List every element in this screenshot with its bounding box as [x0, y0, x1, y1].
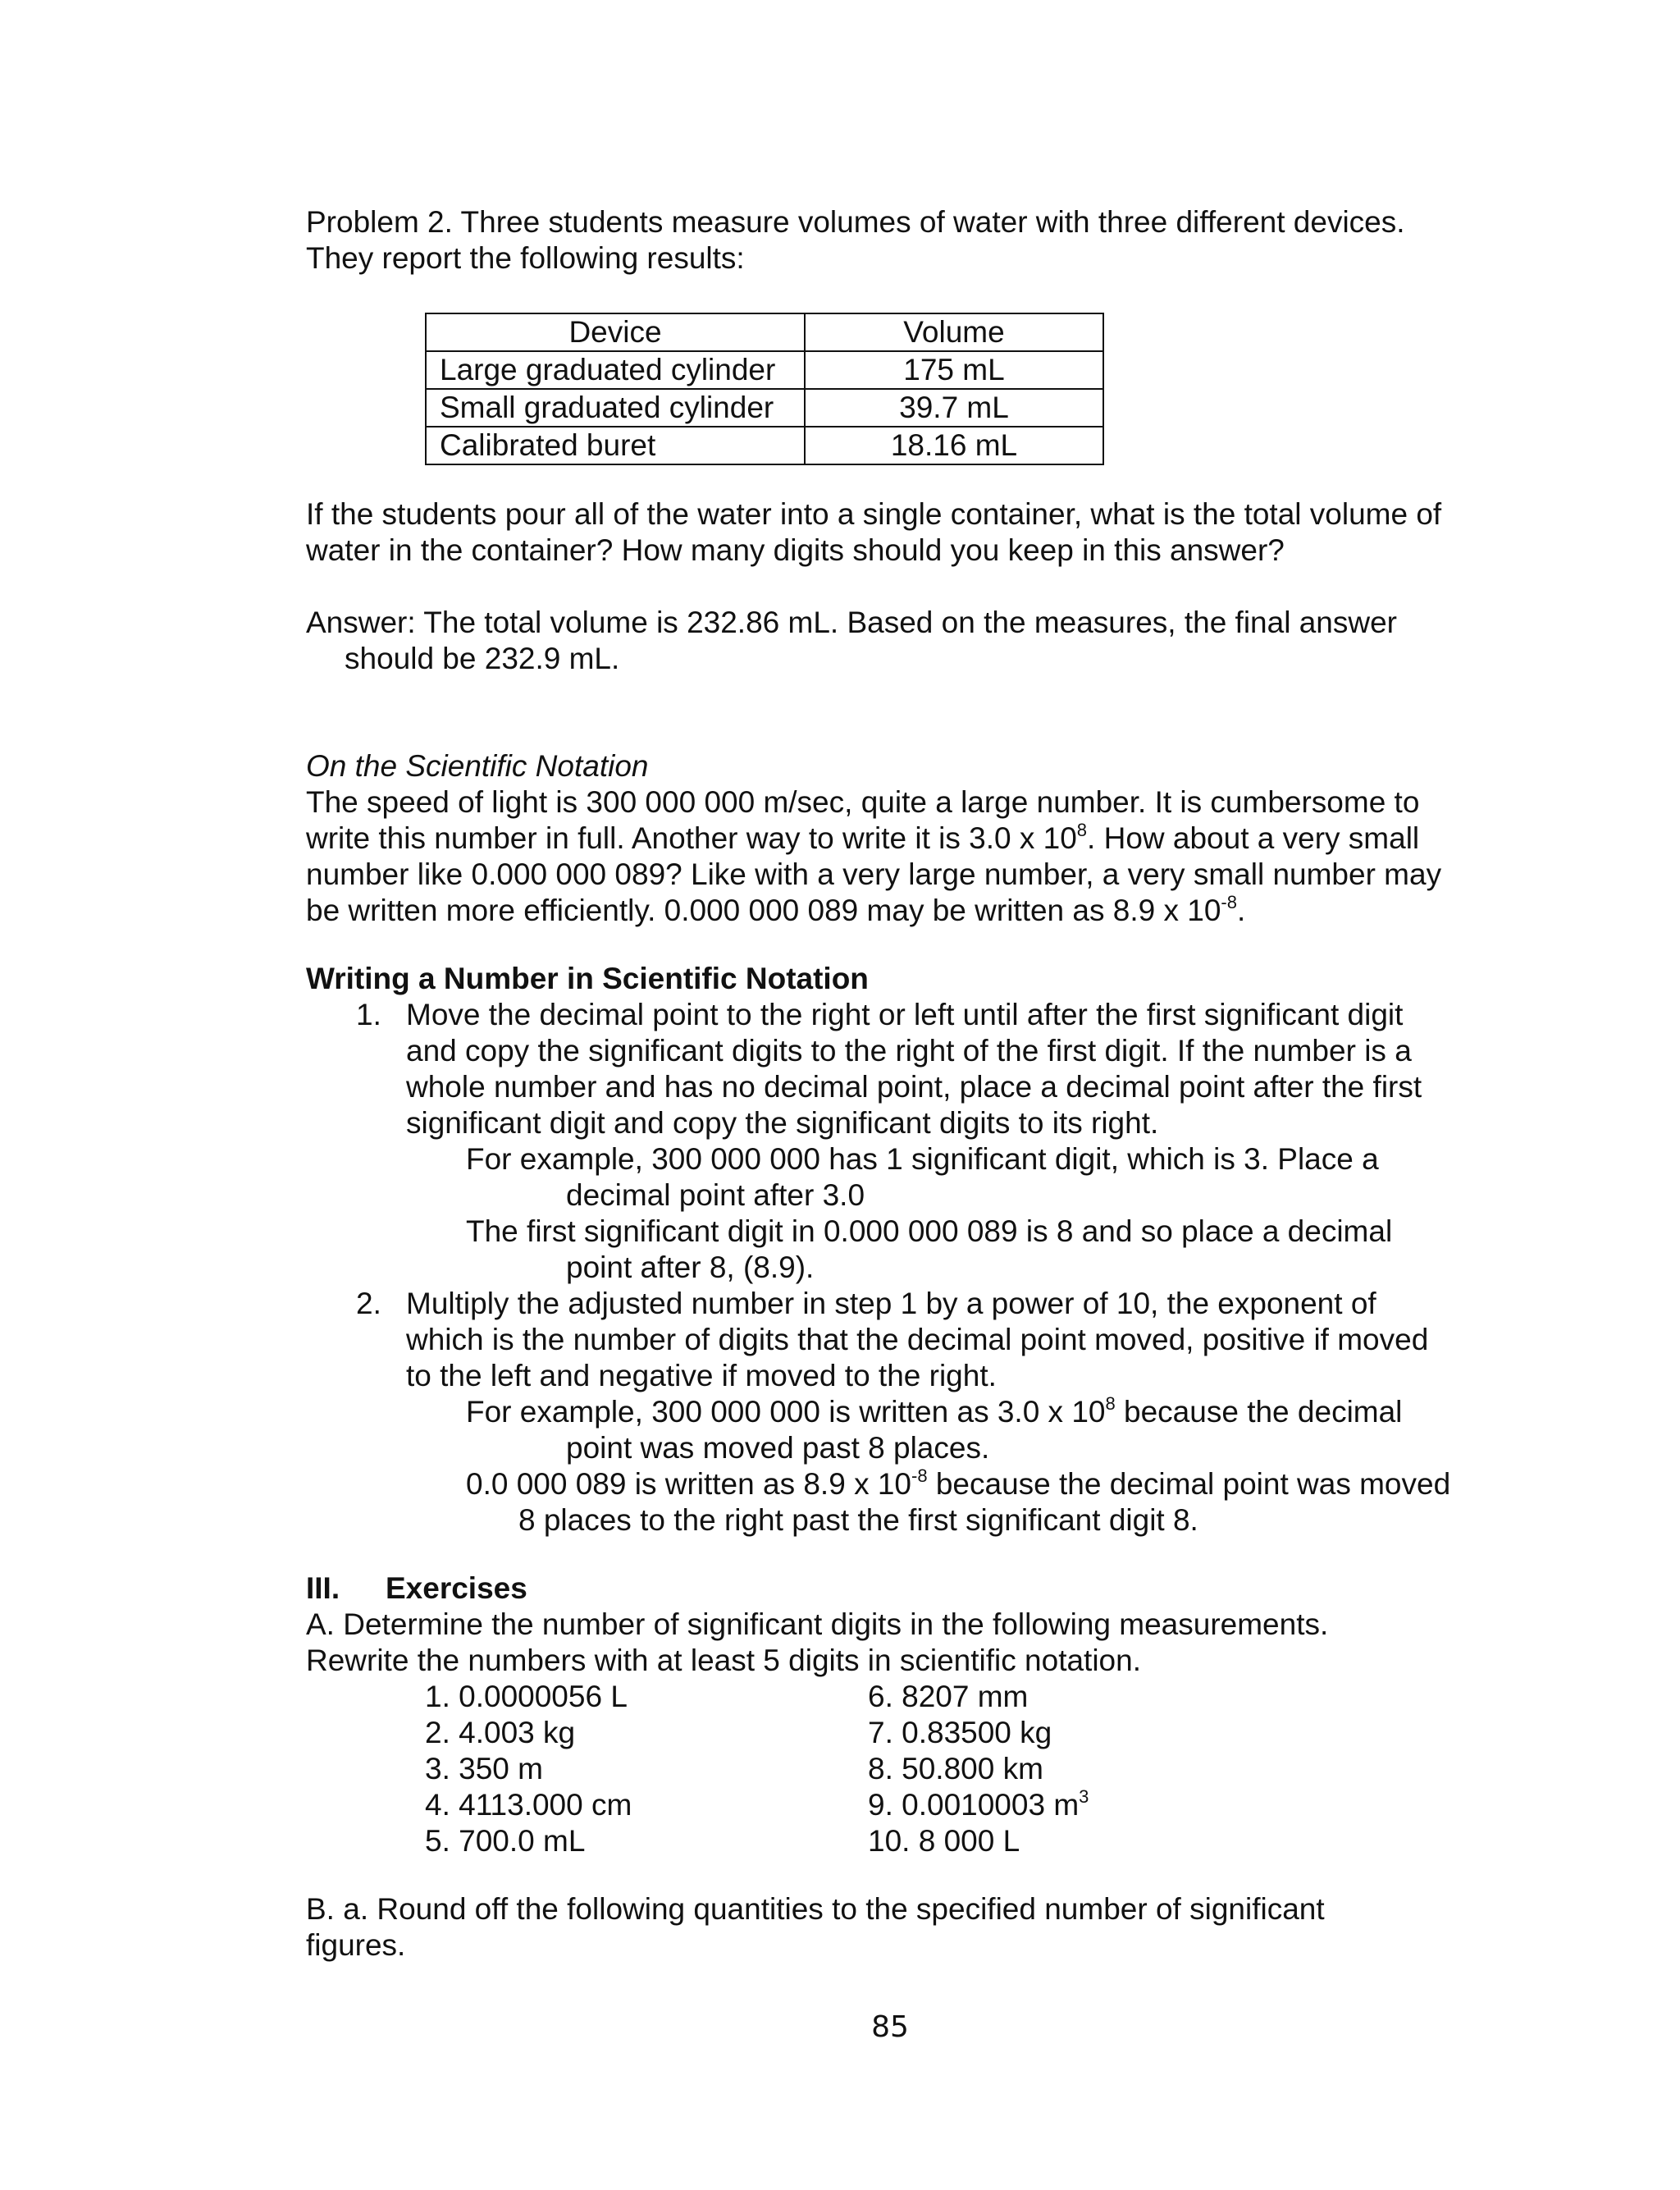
sci-text: write this number in full. Another way to write it is 3.0 x 10	[306, 821, 1077, 855]
sci-paragraph-line-4	[306, 893, 1245, 929]
table-cell-device: Small graduated cylinder	[426, 389, 805, 427]
list-item: 8. 50.800 km	[868, 1752, 1043, 1785]
list-item	[868, 1787, 1089, 1823]
example-4-line-2: 8 places to the right past the first significant digit 8.	[518, 1503, 1198, 1537]
exponent: 3	[1079, 1785, 1089, 1807]
step-number-1: 1.	[356, 998, 381, 1031]
list-item: 6. 8207 mm	[868, 1680, 1029, 1713]
exercise-b-line-1: B. a. Round off the following quantities to the specified number of significant	[306, 1892, 1325, 1926]
sci-text: be written more efficiently. 0.000 000 089 may be written as 8.9 x 10	[306, 894, 1221, 927]
answer-line-1: Answer: The total volume is 232.86 mL. Based on the measures, the final answer	[306, 606, 1397, 639]
example-1-line-2: decimal point after 3.0	[566, 1178, 865, 1212]
list-item: 5. 700.0 mL	[425, 1824, 586, 1858]
example-4-line-1	[466, 1466, 1450, 1502]
list-item: 1. 0.0000056 L	[425, 1680, 628, 1713]
step-2-line-3: to the left and negative if moved to the right.	[406, 1359, 997, 1392]
sci-paragraph-line-1: The speed of light is 300 000 000 m/sec, quite a large number. It is cumbersome to	[306, 785, 1420, 819]
writing-heading: Writing a Number in Scientific Notation	[306, 962, 869, 995]
example-2-line-2: point after 8, (8.9).	[566, 1250, 815, 1284]
step-1-line-3: whole number and has no decimal point, place a decimal point after the first	[406, 1070, 1422, 1104]
exponent: -8	[1221, 891, 1237, 912]
sci-paragraph-line-3: number like 0.000 000 089? Like with a very large number, a very small number may	[306, 857, 1442, 891]
step-2-line-1: Multiply the adjusted number in step 1 by a power of 10, the exponent of	[406, 1287, 1376, 1320]
table-header-row	[426, 313, 1103, 351]
table-row	[426, 427, 1103, 464]
example-text: because the decimal	[1115, 1395, 1403, 1429]
list-item: 3. 350 m	[425, 1752, 543, 1785]
step-1-line-1: Move the decimal point to the right or left until after the first significant digit	[406, 998, 1404, 1031]
list-item: 7. 0.83500 kg	[868, 1716, 1052, 1749]
problem-line-1: Problem 2. Three students measure volumes of water with three different devices.	[306, 205, 1405, 239]
volume-table	[425, 313, 1104, 465]
table-cell-volume: 175 mL	[805, 351, 1103, 389]
table-cell-volume: 18.16 mL	[805, 427, 1103, 464]
exercises-heading: Exercises	[386, 1571, 527, 1605]
example-2-line-1: The first significant digit in 0.000 000 089 is 8 and so place a decimal	[466, 1214, 1393, 1248]
list-item: 2. 4.003 kg	[425, 1716, 576, 1749]
exercise-a-line-1: A. Determine the number of significant digits in the following measurements.	[306, 1607, 1329, 1641]
step-number-2: 2.	[356, 1287, 381, 1320]
list-item: 4. 4113.000 cm	[425, 1788, 632, 1822]
page-number: 85	[871, 2010, 909, 2044]
table-cell-device: Calibrated buret	[426, 427, 805, 464]
table-cell-volume: 39.7 mL	[805, 389, 1103, 427]
answer-line-2: should be 232.9 mL.	[345, 642, 620, 675]
example-3-line-1	[466, 1394, 1402, 1430]
exercise-b-line-2: figures.	[306, 1928, 406, 1962]
sci-paragraph-line-2	[306, 821, 1419, 857]
question-line-2: water in the container? How many digits should you keep in this answer?	[306, 533, 1285, 567]
sci-text: . How about a very small	[1087, 821, 1420, 855]
table-row	[426, 389, 1103, 427]
list-item: 10. 8 000 L	[868, 1824, 1020, 1858]
step-2-line-2: which is the number of digits that the decimal point moved, positive if moved	[406, 1323, 1429, 1356]
exercise-a-line-2: Rewrite the numbers with at least 5 digits in scientific notation.	[306, 1644, 1141, 1677]
example-text: 0.0 000 089 is written as 8.9 x 10	[466, 1467, 912, 1501]
table-cell-device: Large graduated cylinder	[426, 351, 805, 389]
table-header-device: Device	[426, 313, 805, 351]
sci-text: .	[1236, 894, 1246, 927]
step-1-line-2: and copy the significant digits to the right of the first digit. If the number is a	[406, 1034, 1412, 1068]
table-row	[426, 351, 1103, 389]
exponent: 8	[1105, 1392, 1116, 1414]
example-text: For example, 300 000 000 is written as 3.0 x 10	[466, 1395, 1106, 1429]
exercises-roman-numeral: III.	[306, 1571, 340, 1605]
example-1-line-1: For example, 300 000 000 has 1 significant digit, which is 3. Place a	[466, 1142, 1379, 1176]
problem-line-2: They report the following results:	[306, 241, 745, 275]
exponent: 8	[1076, 819, 1088, 840]
list-item-text: 9. 0.0010003 m	[868, 1788, 1080, 1822]
scientific-notation-heading: On the Scientific Notation	[306, 749, 649, 783]
example-text: because the decimal point was moved	[927, 1467, 1451, 1501]
question-line-1: If the students pour all of the water into a single container, what is the total volume of	[306, 497, 1442, 531]
exponent: -8	[911, 1465, 928, 1486]
table-header-volume: Volume	[805, 313, 1103, 351]
example-3-line-2: point was moved past 8 places.	[566, 1431, 990, 1465]
step-1-line-4: significant digit and copy the significant digits to its right.	[406, 1106, 1159, 1140]
